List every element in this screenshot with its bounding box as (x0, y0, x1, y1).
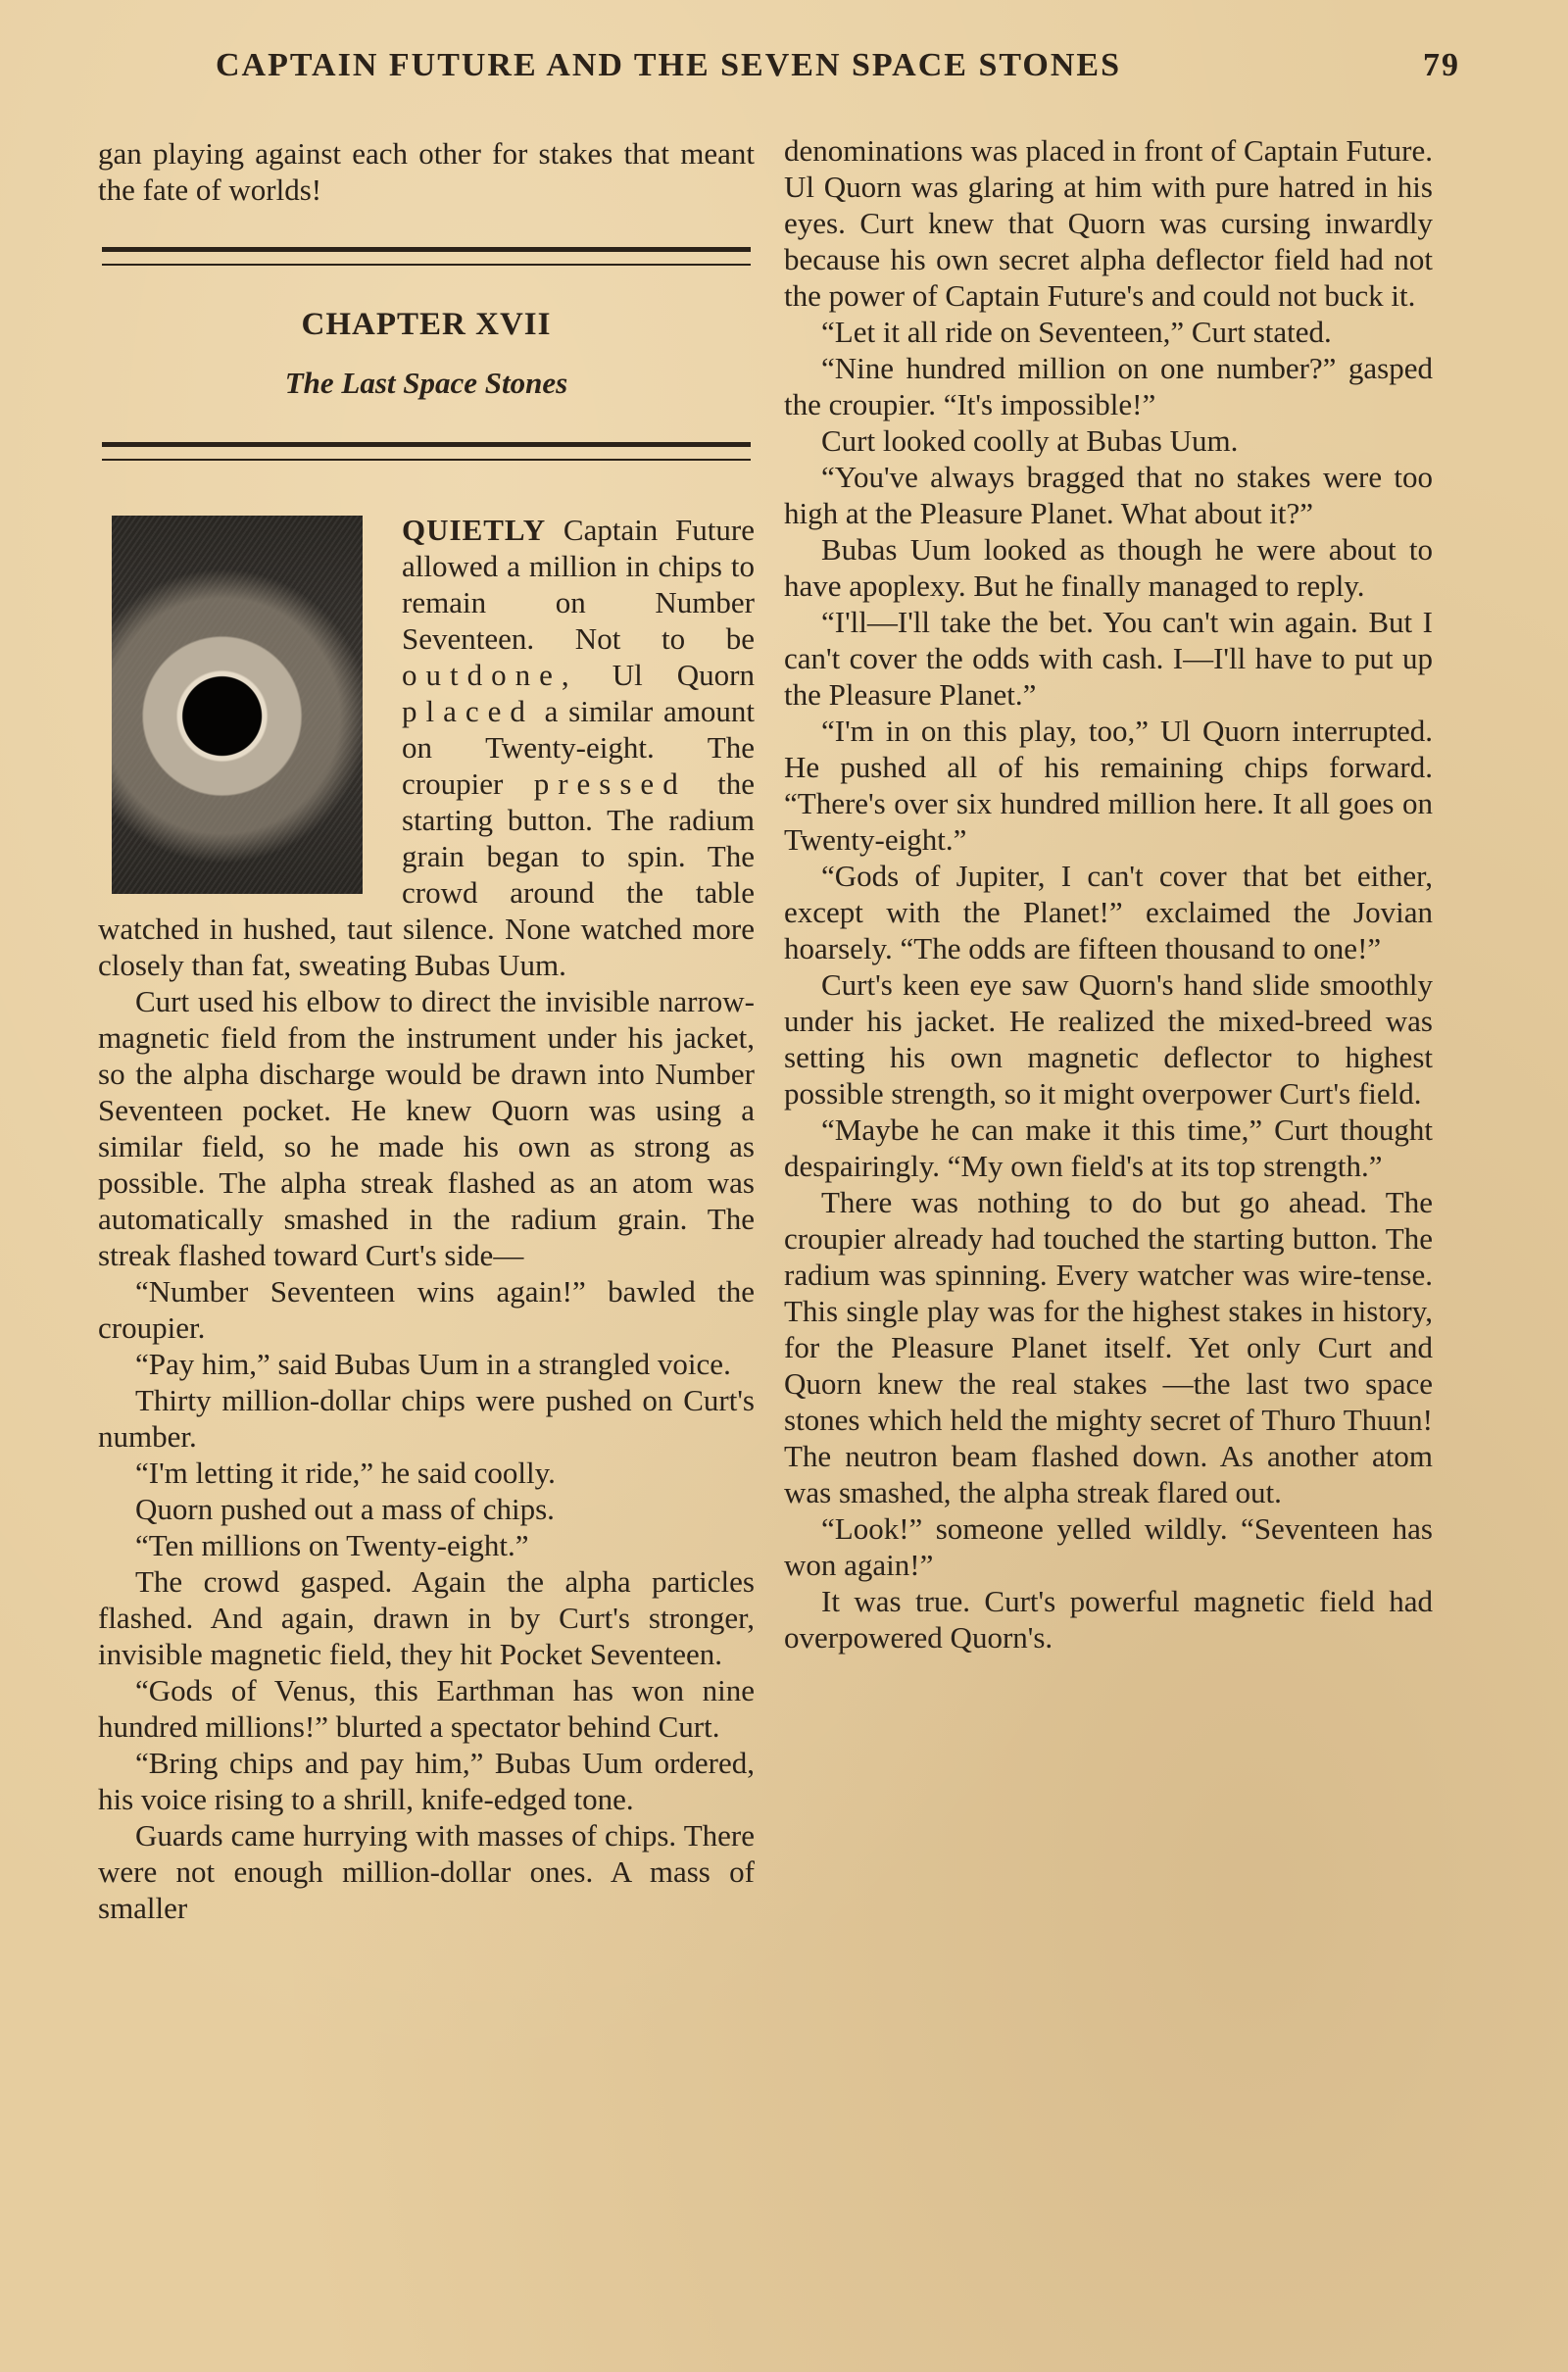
paragraph: Quorn pushed out a mass of chips. (135, 1492, 555, 1526)
chapter-heading (98, 247, 755, 461)
paragraph: “I'm letting it ride,” he said coolly. (135, 1456, 556, 1490)
paragraph: It was true. Curt's powerful magnetic field had overpowered Quorn's. (784, 1584, 1433, 1655)
bottom-rule (102, 442, 751, 461)
running-title: CAPTAIN FUTURE AND THE SEVEN SPACE STONES (216, 47, 1121, 83)
paragraph: “I'm in on this play, too,” Ul Quorn interrupted. He pushed all of his remaining chips forward. “There's over six hundred million here. It all goes on Twenty-eight.” (784, 714, 1433, 857)
paragraph: denominations was placed in front of Captain Future. Ul Quorn was glaring at him with pure hatred in his eyes. Curt knew that Quorn was cursing inwardly because his own secret alpha deflector field had not the power of Captain Future's and could not buck it. (784, 133, 1433, 313)
paragraph: Bubas Uum looked as though he were about to have apoplexy. But he finally managed to reply. (784, 532, 1433, 603)
paragraph: “Bring chips and pay him,” Bubas Uum ordered, his voice rising to a shrill, knife-edged tone. (98, 1746, 755, 1816)
paragraph: Thirty million-dollar chips were pushed on Curt's number. (98, 1383, 755, 1454)
running-head (216, 47, 1460, 96)
paragraph: “Gods of Jupiter, I can't cover that bet either, except with the Planet!” exclaimed the Jovian hoarsely. “The odds are fifteen thousand to one!” (784, 859, 1433, 965)
paragraph: “Gods of Venus, this Earthman has won nine hundred millions!” blurted a spectator behind Curt. (98, 1673, 755, 1744)
paragraph: “Maybe he can make it this time,” Curt thought despairingly. “My own field's at its top strength.” (784, 1112, 1433, 1183)
paragraph: Curt used his elbow to direct the invisible narrow-magnetic field from the instrument under his jacket, so the alpha discharge would be drawn into Number Seventeen pocket. He knew Quorn was using a similar field, so he made his own as strong as possible. The alpha streak flashed as an atom was automatically smashed in the radium grain. The streak flashed toward Curt's side— (98, 984, 755, 1272)
chapter-title: CHAPTER XVII (301, 307, 552, 342)
paragraph: “Number Seventeen wins again!” bawled the croupier. (98, 1274, 755, 1345)
paragraph-quietly: QUIETLY Captain Future allowed a million in chips to remain on Number Seventeen. Not to be outdone, Ul Quorn placed a similar amount on Twenty-eight. The croupier pressed the starting button. The radium grain began to spin. The crowd around the table watched in hushed, taut silence. None watched more closely than fat, sweating Bubas Uum. (98, 513, 756, 982)
left-column (98, 135, 755, 1926)
paragraph: Curt looked coolly at Bubas Uum. (821, 423, 1239, 458)
top-rule (102, 247, 751, 266)
page-number: 79 (1423, 47, 1460, 83)
paragraph: “I'll—I'll take the bet. You can't win again. But I can't cover the odds with cash. I—I'll have to put up the Pleasure Planet.” (784, 605, 1433, 712)
lead-word: QUIETLY (402, 513, 547, 547)
paragraph: “You've always bragged that no stakes were too high at the Pleasure Planet. What about it?” (784, 460, 1433, 530)
right-column (784, 132, 1433, 1655)
paragraph: “Ten millions on Twenty-eight.” (135, 1528, 529, 1562)
chapter-subtitle: The Last Space Stones (284, 366, 568, 400)
eclipsed-sun-illustration (112, 516, 363, 894)
paragraph: “Pay him,” said Bubas Uum in a strangled voice. (135, 1347, 731, 1381)
paragraph: “Let it all ride on Seventeen,” Curt stated. (821, 315, 1332, 349)
paragraph: Guards came hurrying with masses of chips. There were not enough million-dollar ones. A mass of smaller (98, 1818, 755, 1925)
paragraph: “Look!” someone yelled wildly. “Seventeen has won again!” (784, 1511, 1433, 1582)
paragraph: There was nothing to do but go ahead. The croupier already had touched the starting button. The radium was spinning. Every watcher was wire-tense. This single play was for the highest stakes in history, for the Pleasure Planet itself. Yet only Curt and Quorn knew the real stakes —the last two space stones which held the mighty secret of Thuro Thuun! The neutron beam flashed down. As another atom was smashed, the alpha streak flared out. (784, 1185, 1433, 1509)
paragraph: The crowd gasped. Again the alpha particles flashed. And again, drawn in by Curt's stronger, invisible magnetic field, they hit Pocket Seventeen. (98, 1564, 755, 1671)
paragraph: “Nine hundred million on one number?” gasped the croupier. “It's impossible!” (784, 351, 1433, 421)
paragraph: Curt's keen eye saw Quorn's hand slide smoothly under his jacket. He realized the mixed-breed was setting his own magnetic deflector to highest possible strength, so it might overpower Curt's field. (784, 967, 1433, 1111)
opening-paragraph: gan playing against each other for stakes that meant the fate of worlds! (98, 136, 755, 207)
